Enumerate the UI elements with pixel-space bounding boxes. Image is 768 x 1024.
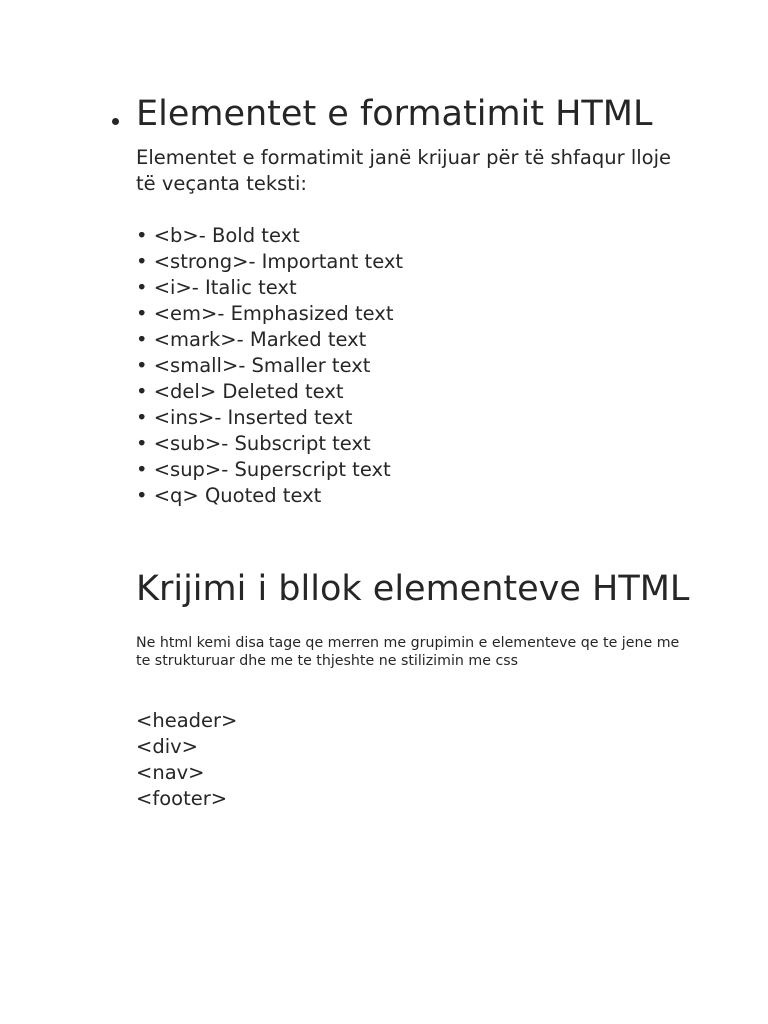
list-bullet-icon	[112, 118, 119, 125]
formatting-elements-list	[136, 223, 696, 509]
list-item: <div>	[136, 735, 199, 758]
section2-paragraph: Ne html kemi disa tage qe merren me grupimin e elementeve qe te jene me te strukturuar dhe me te thjeshte ne stilizimin me css	[136, 635, 680, 669]
section1-heading: Elementet e formatimit HTML	[136, 94, 653, 134]
list-item: • <mark>- Marked text	[136, 328, 367, 351]
list-item: • <del> Deleted text	[136, 380, 344, 403]
list-item: • <sup>- Superscript text	[136, 458, 391, 481]
list-item: <nav>	[136, 761, 205, 784]
list-item: • <q> Quoted text	[136, 484, 322, 507]
list-item: <footer>	[136, 787, 228, 810]
document-content	[136, 93, 696, 812]
list-item: • <b>- Bold text	[136, 224, 300, 247]
section1-intro: Elementet e formatimit janë krijuar për të shfaqur lloje të veçanta teksti:	[136, 146, 671, 195]
list-item: • <sub>- Subscript text	[136, 432, 371, 455]
block-tags-list	[136, 708, 696, 812]
section2-heading: Krijimi i bllok elementeve HTML	[136, 569, 690, 609]
list-item: • <ins>- Inserted text	[136, 406, 353, 429]
list-item: • <strong>- Important text	[136, 250, 404, 273]
list-item: • <i>- Italic text	[136, 276, 297, 299]
list-item: <header>	[136, 709, 238, 732]
list-item: • <small>- Smaller text	[136, 354, 371, 377]
list-item: • <em>- Emphasized text	[136, 302, 394, 325]
